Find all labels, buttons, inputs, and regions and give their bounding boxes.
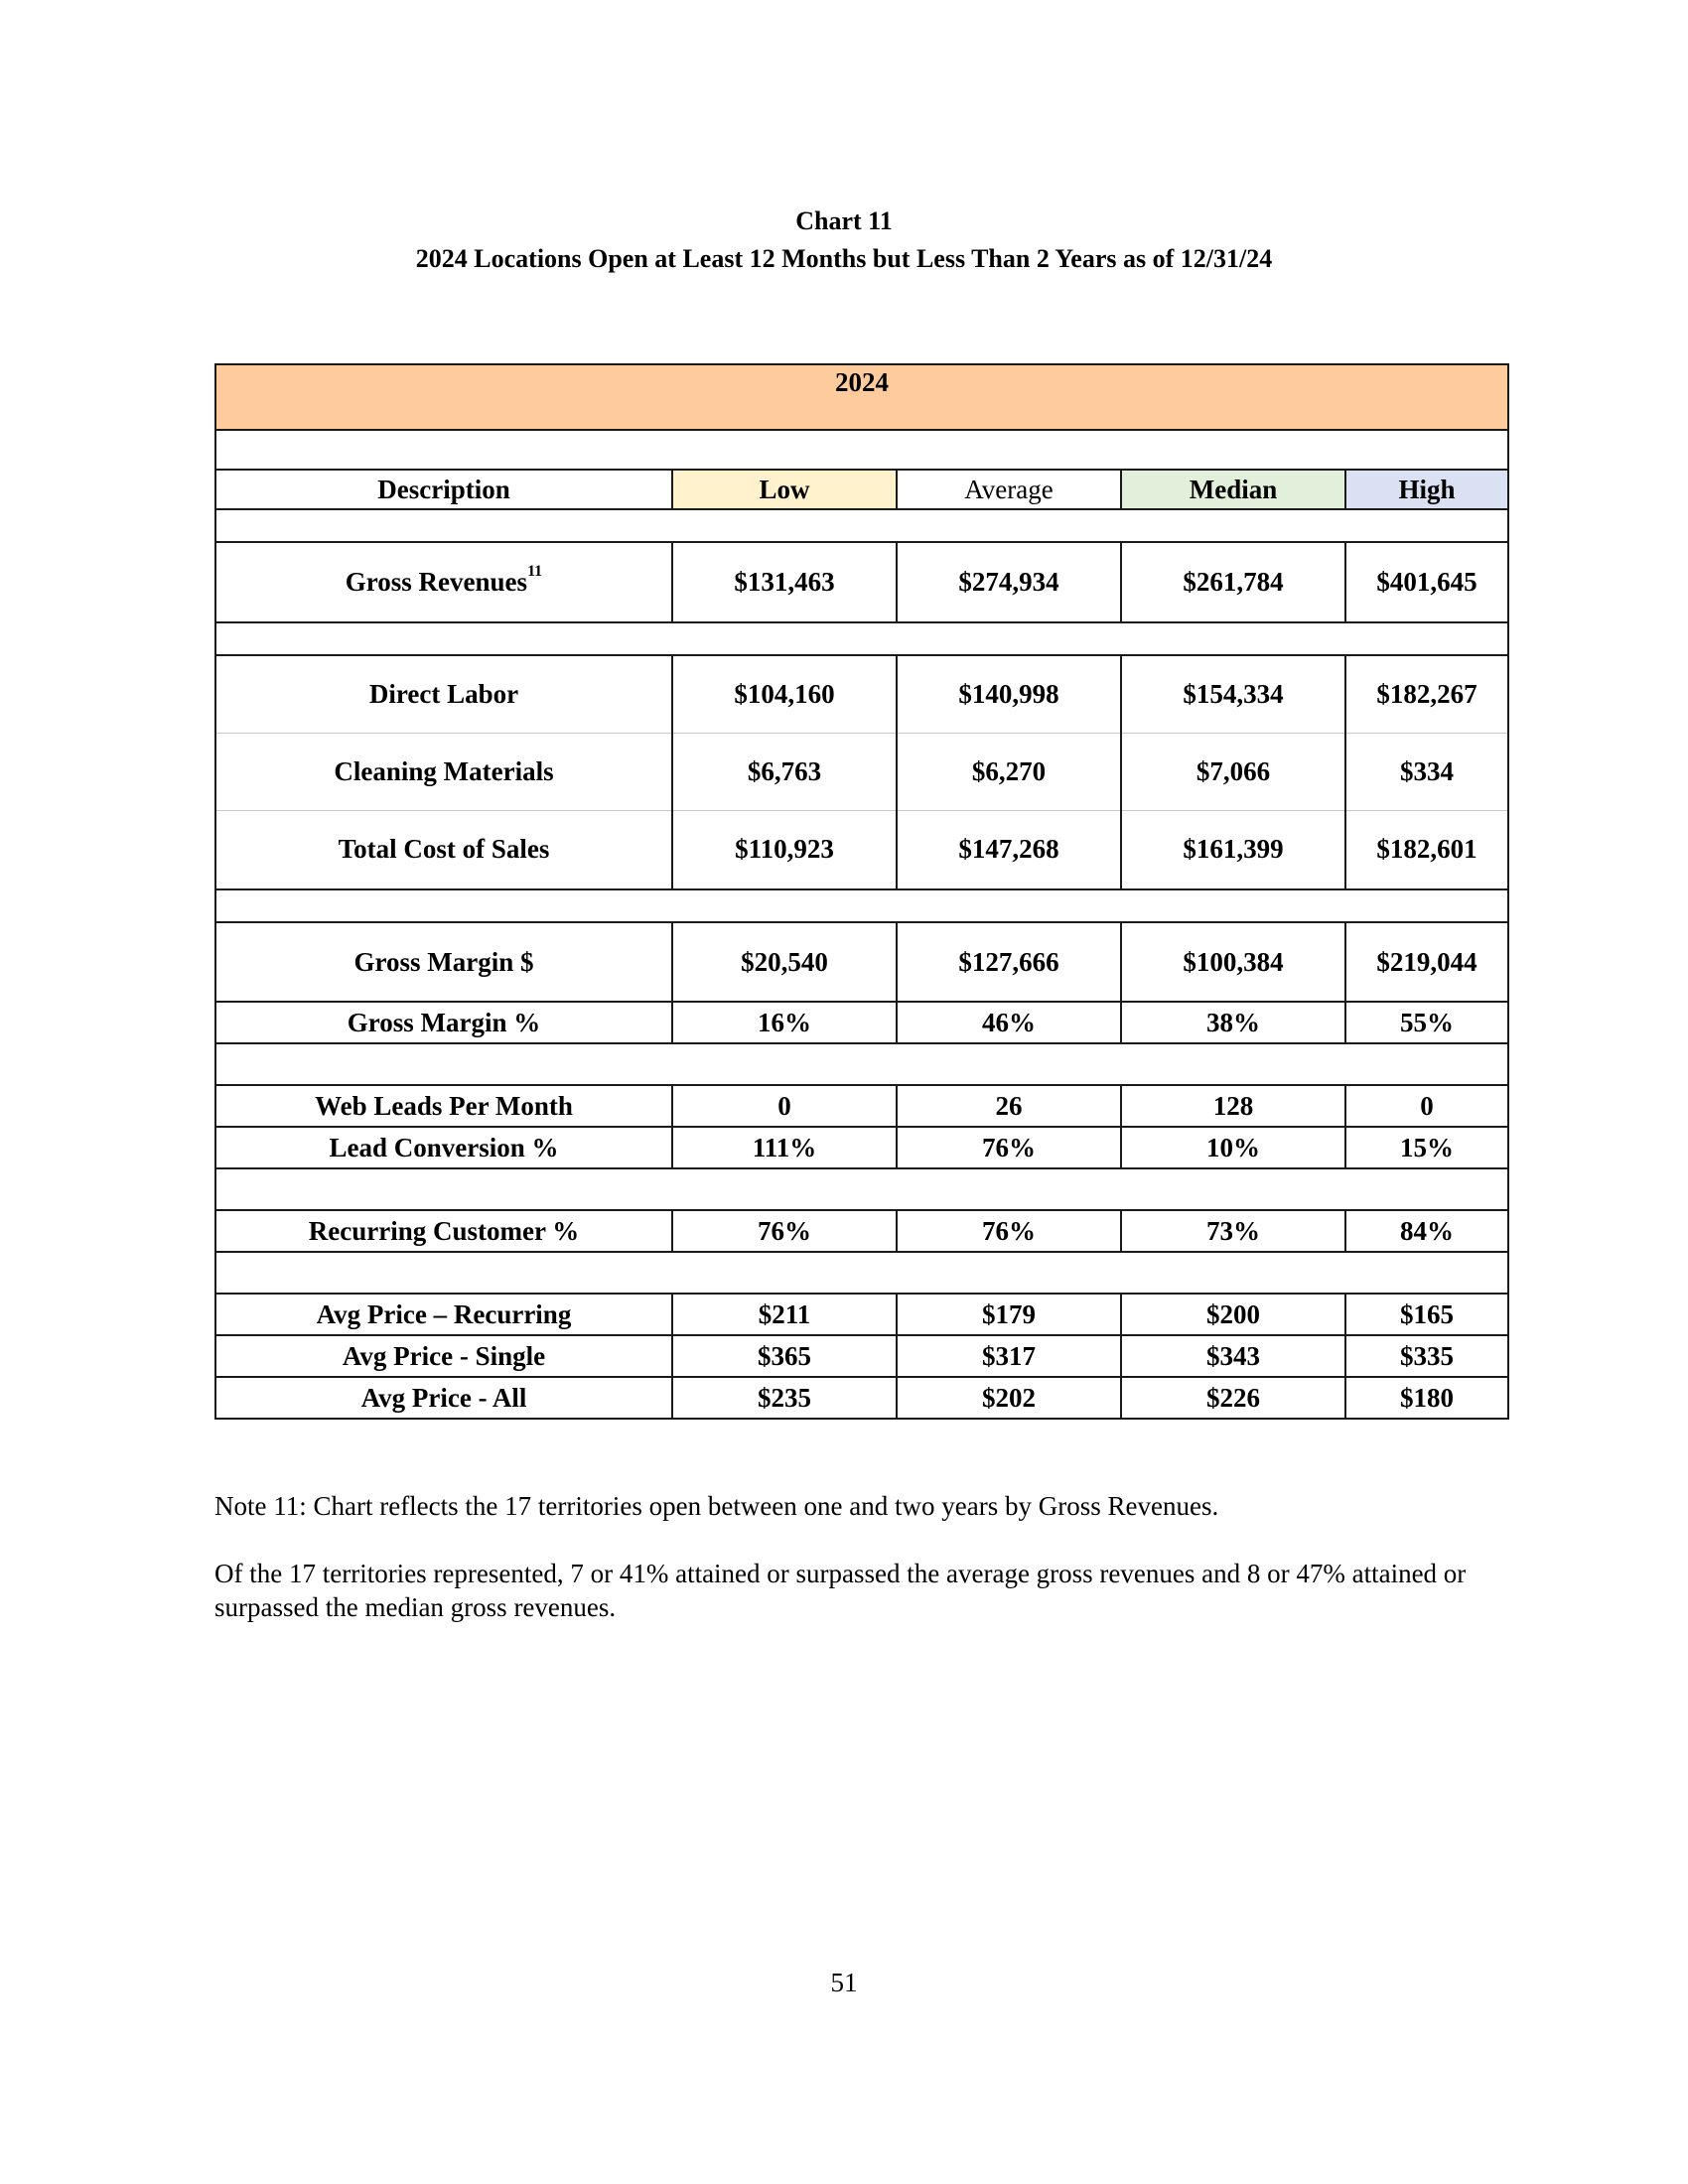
summary-text: Of the 17 territories represented, 7 or 41% attained or surpassed the average gross revenues and 8 or 47% attained or surpassed the median gross revenues.: [214, 1559, 1467, 1622]
table-row: [215, 733, 1508, 810]
cell-median: $200: [1121, 1294, 1345, 1335]
spacer-row: [215, 1252, 1508, 1294]
col-header-high: High: [1345, 470, 1508, 509]
cell-low: $104,160: [672, 655, 897, 733]
chart-number: Chart 11: [795, 206, 893, 235]
cell-high: $182,601: [1345, 810, 1508, 889]
column-header-row: [215, 470, 1508, 509]
cell-median: $7,066: [1121, 733, 1345, 810]
cell-low: $110,923: [672, 810, 897, 889]
cell-average: $6,270: [897, 733, 1121, 810]
row-label: Recurring Customer %: [215, 1210, 672, 1252]
cell-high: $334: [1345, 733, 1508, 810]
cell-median: 10%: [1121, 1127, 1345, 1168]
row-label: Avg Price - All: [215, 1377, 672, 1419]
cell-median: $226: [1121, 1377, 1345, 1419]
cell-average: 76%: [897, 1210, 1121, 1252]
cell-median: $100,384: [1121, 922, 1345, 1002]
page-number: 51: [830, 1968, 858, 1997]
cell-average: $127,666: [897, 922, 1121, 1002]
cell-average: 76%: [897, 1127, 1121, 1168]
cell-average: $317: [897, 1335, 1121, 1377]
footnote-marker: 11: [527, 563, 543, 580]
cell-median: $261,784: [1121, 542, 1345, 622]
spacer-row: [215, 1043, 1508, 1085]
cell-high: 84%: [1345, 1210, 1508, 1252]
cell-average: $147,268: [897, 810, 1121, 889]
cell-median: 38%: [1121, 1002, 1345, 1043]
cell-high: $335: [1345, 1335, 1508, 1377]
cell-high: 15%: [1345, 1127, 1508, 1168]
financial-table: [214, 363, 1509, 1420]
table-row: [215, 1002, 1508, 1043]
chart-subtitle: 2024 Locations Open at Least 12 Months but Less Than 2 Years as of 12/31/24: [415, 244, 1273, 273]
cell-high: $219,044: [1345, 922, 1508, 1002]
year-header: 2024: [215, 364, 1508, 430]
row-label: Avg Price - Single: [215, 1335, 672, 1377]
row-label: Gross Margin $: [215, 922, 672, 1002]
cell-high: 0: [1345, 1085, 1508, 1127]
cell-median: $343: [1121, 1335, 1345, 1377]
cell-median: $154,334: [1121, 655, 1345, 733]
cell-low: 111%: [672, 1127, 897, 1168]
col-header-median: Median: [1121, 470, 1345, 509]
table-row: [215, 1127, 1508, 1168]
cell-median: 73%: [1121, 1210, 1345, 1252]
row-label: Gross Margin %: [215, 1002, 672, 1043]
col-header-low: Low: [672, 470, 897, 509]
row-label: Total Cost of Sales: [215, 810, 672, 889]
cell-low: $235: [672, 1377, 897, 1419]
table-row: [215, 542, 1508, 622]
spacer-row: [215, 509, 1508, 542]
table-row: [215, 922, 1508, 1002]
cell-median: 128: [1121, 1085, 1345, 1127]
spacer-row: [215, 1168, 1508, 1210]
cell-average: 46%: [897, 1002, 1121, 1043]
cell-high: $180: [1345, 1377, 1508, 1419]
table-row: [215, 1335, 1508, 1377]
cell-median: $161,399: [1121, 810, 1345, 889]
row-label: Lead Conversion %: [215, 1127, 672, 1168]
table-row: [215, 1377, 1508, 1419]
row-label: Avg Price – Recurring: [215, 1294, 672, 1335]
cell-average: $140,998: [897, 655, 1121, 733]
cell-average: $274,934: [897, 542, 1121, 622]
cell-high: $165: [1345, 1294, 1508, 1335]
spacer-row: [215, 622, 1508, 655]
cell-high: $401,645: [1345, 542, 1508, 622]
table-row: [215, 810, 1508, 889]
cell-low: $6,763: [672, 733, 897, 810]
cell-low: $131,463: [672, 542, 897, 622]
cell-low: 0: [672, 1085, 897, 1127]
cell-average: $179: [897, 1294, 1121, 1335]
footnote-text: Note 11: Chart reflects the 17 territories open between one and two years by Gross Revenues.: [214, 1491, 1219, 1521]
row-label: Direct Labor: [215, 655, 672, 733]
cell-high: 55%: [1345, 1002, 1508, 1043]
cell-average: $202: [897, 1377, 1121, 1419]
table-row: [215, 1294, 1508, 1335]
spacer-row: [215, 889, 1508, 922]
cell-low: 76%: [672, 1210, 897, 1252]
row-label: Gross Revenues$^{11}$: [215, 542, 672, 622]
col-header-description: Description: [215, 470, 672, 509]
cell-low: $20,540: [672, 922, 897, 1002]
cell-average: 26: [897, 1085, 1121, 1127]
cell-high: $182,267: [1345, 655, 1508, 733]
row-label: Cleaning Materials: [215, 733, 672, 810]
col-header-average: Average: [897, 470, 1121, 509]
cell-low: $211: [672, 1294, 897, 1335]
cell-low: 16%: [672, 1002, 897, 1043]
cell-low: $365: [672, 1335, 897, 1377]
spacer-row: [215, 430, 1508, 470]
table-row: [215, 1085, 1508, 1127]
row-label: Web Leads Per Month: [215, 1085, 672, 1127]
table-row: [215, 1210, 1508, 1252]
table-row: [215, 655, 1508, 733]
